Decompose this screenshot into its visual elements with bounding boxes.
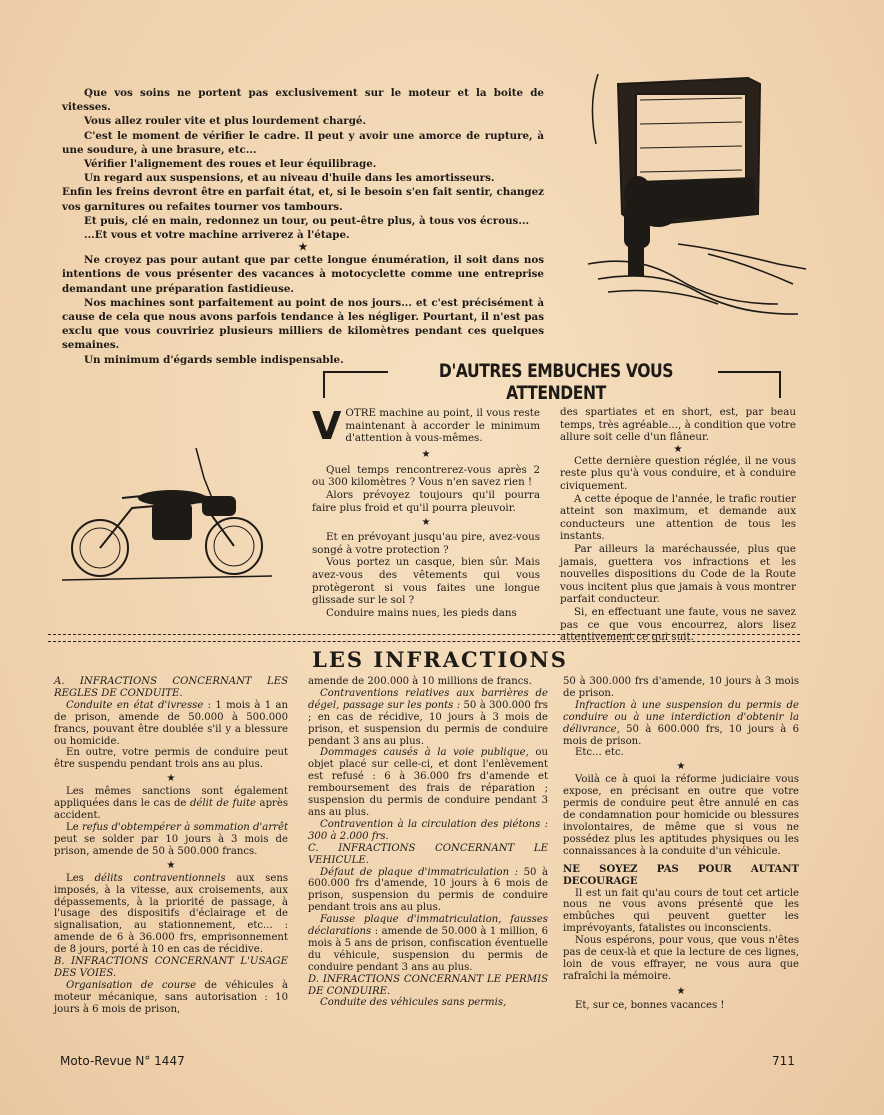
intro-text xyxy=(62,86,544,367)
star-separator: ★ xyxy=(298,242,308,254)
infractions-column-3 xyxy=(563,676,799,1012)
star-separator: ★ xyxy=(676,985,686,997)
infractions-column-2 xyxy=(308,676,548,1009)
page-number: 711 xyxy=(772,1054,795,1068)
paragraph: Cette dernière question réglée, il ne vous reste plus qu'à vous conduire, et à conduire civiquement. xyxy=(560,454,796,492)
motorcycle-illustration xyxy=(62,448,280,586)
subheading-b: B. INFRACTIONS CONCERNANT L'USAGE DES VOIES. xyxy=(54,956,288,979)
subheading-c: C. INFRACTIONS CONCERNANT LE VEHICULE. xyxy=(308,842,548,866)
intro-paragraph: Enfin les freins devront être en parfait état, et, si le besoin s'en fait sentir, changez vos garnitures ou refaites tourner vos tambours. xyxy=(62,186,544,213)
opening-paragraph xyxy=(312,404,540,448)
paragraph: Les mêmes sanctions sont également appliquées dans le cas de délit de fuite après accident. xyxy=(54,786,289,822)
paragraph: Etc... etc. xyxy=(575,747,624,759)
paragraph: Il est un fait qu'au cours de tout cet article nous ne vous avons présenté que les embûches qui peuvent guetter les imprévoyants, fatalistes ou inconscients. xyxy=(563,887,799,935)
dashed-rule xyxy=(48,634,800,642)
paragraph: Voilà ce à quoi la réforme judiciaire vous expose, en précisant en outre que votre permis de conduire peut être annulé en cas de condamnation pour homicide ou blessures involontaires, de même que si vous ne possédez plus les aptitudes physiques ou les connaissances à la conduite d'un véhicule. xyxy=(563,774,799,857)
intro-paragraph: Un regard aux suspensions, et au niveau d'huile dans les amortisseurs. xyxy=(84,172,495,185)
star-separator: ★ xyxy=(421,448,431,460)
section-heading xyxy=(322,358,784,404)
intro-paragraph: Que vos soins ne portent pas exclusivement sur le moteur et la boite de vitesses. xyxy=(62,87,544,114)
paragraph: 50 à 300.000 frs d'amende, 10 jours à 3 mois de prison. xyxy=(563,676,799,699)
infractions-column-1 xyxy=(54,676,288,1016)
paragraph: Vous portez un casque, bien sûr. Mais avez-vous des vêtements qui vous protègeront si vous faites une longue glissade sur le sol ? xyxy=(312,556,540,607)
intro-paragraph: ...Et vous et votre machine arriverez à l'étape. xyxy=(84,229,350,242)
intro-paragraph: C'est le moment de vérifier le cadre. Il peut y avoir une amorce de rupture, à une soudure, à une brasure, etc... xyxy=(62,129,544,156)
paragraph: Contravention à la circulation des piétons : 300 à 2.000 frs. xyxy=(308,818,548,842)
intro-paragraph: Un minimum d'égards semble indispensable. xyxy=(84,353,344,366)
star-separator: ★ xyxy=(166,859,176,871)
paragraph: des spartiates et en short, est, par beau temps, très agréable..., à condition que votre allure soit celle d'un flâneur. xyxy=(560,406,796,444)
middle-left-column xyxy=(312,404,540,619)
paragraph: Quel temps rencontrerez-vous après 2 ou 300 kilomètres ? Vous n'en savez rien ! xyxy=(312,463,540,489)
star-separator: ★ xyxy=(421,517,431,529)
paragraph: Conduite des véhicules sans permis, xyxy=(320,997,507,1009)
intro-paragraph: Et puis, clé en main, redonnez un tour, ou peut-être plus, à tous vos écrous... xyxy=(84,214,530,227)
paragraph: Fausse plaque d'immatriculation, fausses déclarations : amende de 50.000 à 1 million, 6 mois à 5 ans de prison, confiscation éventuelle du véhicule, suspension du permis de conduire pendant 3 ans au plus. xyxy=(308,914,548,973)
paragraph: Le refus d'obtempérer à sommation d'arrêt peut se solder par 10 jours à 3 mois de prison, amende de 50 à 500.000 francs. xyxy=(54,821,288,857)
intro-paragraph: Ne croyez pas pour autant que par cette longue énumération, il soit dans nos intentions de vous présenter des vacances à motocyclette comme une entreprise demandant une préparation fastidieuse. xyxy=(62,254,544,295)
star-separator: ★ xyxy=(673,443,683,455)
middle-right-column xyxy=(560,406,796,644)
paragraph: Et en prévoyant jusqu'au pire, avez-vous songé à votre protection ? xyxy=(312,531,540,556)
paragraph: En outre, votre permis de conduire peut être suspendu pendant trois ans au plus. xyxy=(54,747,288,771)
paragraph: Nous espérons, pour vous, que vous n'êtes pas de ceux-là et que la lecture de ces lignes, loin de vous effrayer, ne vous aura que rafraîchi la mémoire. xyxy=(563,935,799,982)
paragraph: A cette époque de l'année, le trafic routier atteint son maximum, et demande aux conducteurs une attention de tous les instants. xyxy=(560,492,796,543)
paragraph: Contraventions relatives aux barrières de dégel, passage sur les ponts : 50 à 300.000 frs ; en cas de récidive, 10 jours à 3 mois de prison, et suspension du permis de conduire pendant 3 ans au plus. xyxy=(308,687,548,747)
intro-paragraph: Vérifier l'alignement des roues et leur équilibrage. xyxy=(84,158,377,171)
paragraph: Conduite en état d'ivresse : 1 mois à 1 an de prison, amende de 50.000 à 500.000 francs, pouvant être doublée s'il y a blessure ou homicide. xyxy=(54,699,289,747)
paragraph: Alors prévoyez toujours qu'il pourra faire plus froid et qu'il pourra pleuvoir. xyxy=(312,488,540,514)
star-separator: ★ xyxy=(166,773,176,785)
magazine-footer: Moto-Revue N° 1447 xyxy=(60,1054,185,1068)
closing-paragraph: Et, sur ce, bonnes vacances ! xyxy=(575,999,725,1011)
drop-cap: V xyxy=(312,404,342,448)
paragraph: Conduire mains nues, les pieds dans xyxy=(326,606,517,619)
infractions-title: LES INFRACTIONS xyxy=(312,647,568,672)
subheading-d: D. INFRACTIONS CONCERNANT LE PERMIS DE CONDUIRE. xyxy=(308,973,548,997)
paragraph: Par ailleurs la maréchaussée, plus que jamais, guettera vos infractions et les nouvelles dispositions du Code de la Route vous incitent plus que jamais à vous montrer parfait conducteur. xyxy=(560,542,796,606)
section-title: D'AUTRES EMBUCHES VOUS ATTENDENT xyxy=(438,360,674,404)
star-separator: ★ xyxy=(676,761,686,773)
paragraph-text: OTRE machine au point, il vous reste maintenant à accorder le minimum d'attention à vous-mêmes. xyxy=(345,407,540,445)
intro-paragraph: Vous allez rouler vite et plus lourdement chargé. xyxy=(84,115,367,128)
paragraph: Si, en effectuant une faute, vous ne savez pas ce que vous encourrez, alors lisez attentivement ce qui suit. xyxy=(560,605,796,644)
paragraph: Organisation de course de véhicules à moteur mécanique, sans autorisation : 10 jours à 6 mois de prison, xyxy=(54,979,288,1015)
subheading: NE SOYEZ PAS POUR AUTANT DECOURAGE xyxy=(563,863,799,887)
subheading-a: A. INFRACTIONS CONCERNANT LES REGLES DE CONDUITE. xyxy=(54,676,288,699)
truck-motorcyclist-illustration xyxy=(578,64,810,326)
paragraph: Dommages causés à la voie publique, ou objet placé sur celle-ci, et dont l'enlèvement est refusé : 6 à 36.000 frs d'amende et remboursement des frais de réparation ; suspension du permis de conduire pendant 3 ans au plus. xyxy=(308,747,548,818)
paragraph: Défaut de plaque d'immatriculation : 50 à 600.000 frs d'amende, 10 jours à 6 mois de prison, suspension du permis de conduire pendant trois ans au plus. xyxy=(308,866,549,914)
intro-paragraph: Nos machines sont parfaitement au point de nos jours... et c'est précisément à cause de cela que nous avons parfois tendance à les négliger. Pourtant, il n'est pas exclu que vous couvririez plusieurs milliers de kilomètres pendant ces quelques semaines. xyxy=(62,296,544,352)
paragraph: Infraction à une suspension du permis de conduire ou à une interdiction d'obtenir la délivrance, 50 à 600.000 frs, 10 jours à 6 mois de prison. xyxy=(563,699,799,747)
paragraph: Les délits contraventionnels aux sens imposés, à la vitesse, aux croisements, aux dépassements, à la priorité de passage, à l'usage des dispositifs d'éclairage et de signalisation, au stationnement, etc... : amende de 6 à 36.000 frs, emprisonnement de 8 jours, porté à 10 en cas de récidive. xyxy=(54,872,288,956)
paragraph: amende de 200.000 à 10 millions de francs. xyxy=(308,676,532,687)
